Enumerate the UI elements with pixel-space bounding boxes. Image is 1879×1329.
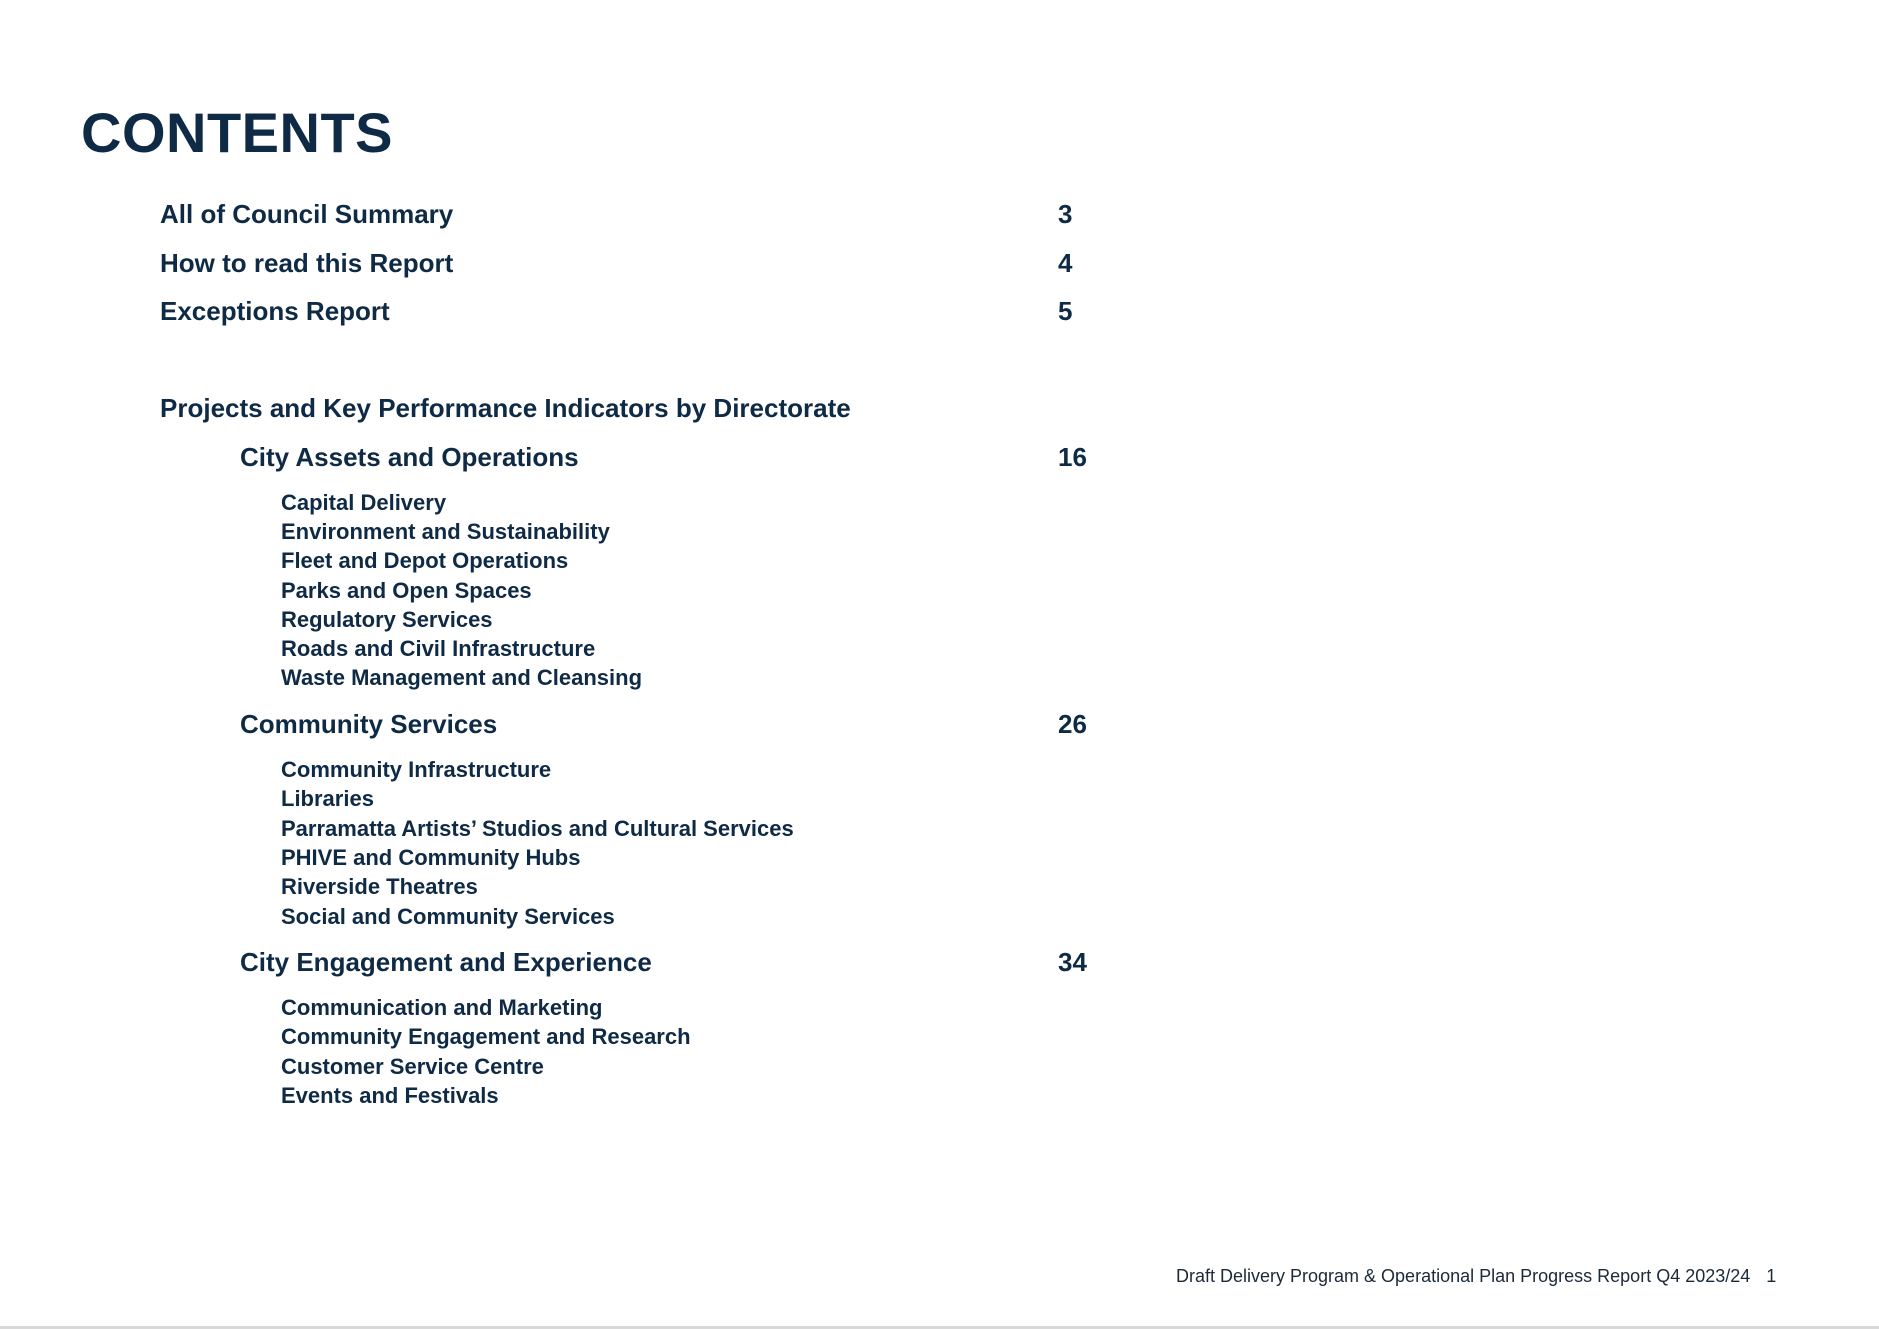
toc-page-number: 3 (1058, 199, 1073, 229)
page-footer (1176, 1266, 1776, 1287)
toc-directorate-city-assets[interactable]: City Assets and Operations (240, 442, 579, 472)
toc-subitem[interactable]: Parramatta Artists’ Studios and Cultural Services (281, 816, 794, 841)
toc-subitem[interactable]: Customer Service Centre (281, 1054, 544, 1079)
toc-page-number: 16 (1058, 442, 1087, 472)
toc-entry-how-to-read[interactable]: How to read this Report (160, 248, 454, 278)
toc-section-heading: Projects and Key Performance Indicators by Directorate (160, 393, 851, 423)
toc-subitem[interactable]: Libraries (281, 786, 374, 811)
toc-subitem[interactable]: Environment and Sustainability (281, 519, 610, 544)
toc-directorate-city-engagement[interactable]: City Engagement and Experience (240, 947, 652, 977)
toc-subitem[interactable]: Roads and Civil Infrastructure (281, 636, 596, 661)
toc-directorate-community-services[interactable]: Community Services (240, 709, 498, 739)
toc-entry-exceptions-report[interactable]: Exceptions Report (160, 296, 390, 326)
toc-subitem[interactable]: Community Engagement and Research (281, 1024, 691, 1049)
footer-report-title: Draft Delivery Program & Operational Plan Progress Report Q4 2023/24 (1176, 1266, 1751, 1286)
toc-subitem[interactable]: Community Infrastructure (281, 757, 552, 782)
toc-subitem[interactable]: Fleet and Depot Operations (281, 548, 569, 573)
toc-entry-all-of-council-summary[interactable]: All of Council Summary (160, 199, 454, 229)
page-title: CONTENTS (81, 101, 393, 164)
toc-page-number: 34 (1058, 947, 1087, 977)
footer-page-number: 1 (1766, 1266, 1777, 1286)
toc-subitem[interactable]: PHIVE and Community Hubs (281, 845, 581, 870)
toc-subitem[interactable]: Events and Festivals (281, 1083, 499, 1108)
toc-page-number: 26 (1058, 709, 1087, 739)
toc-subitem[interactable]: Regulatory Services (281, 607, 493, 632)
toc-subitem[interactable]: Social and Community Services (281, 904, 615, 929)
toc-page-number: 5 (1058, 296, 1073, 326)
toc-subitem[interactable]: Parks and Open Spaces (281, 578, 532, 603)
toc-subitem[interactable]: Waste Management and Cleansing (281, 665, 643, 690)
toc-page-number: 4 (1058, 248, 1073, 278)
toc-subitem[interactable]: Riverside Theatres (281, 874, 478, 899)
toc-subitem[interactable]: Capital Delivery (281, 490, 447, 515)
toc-subitem[interactable]: Communication and Marketing (281, 995, 603, 1020)
